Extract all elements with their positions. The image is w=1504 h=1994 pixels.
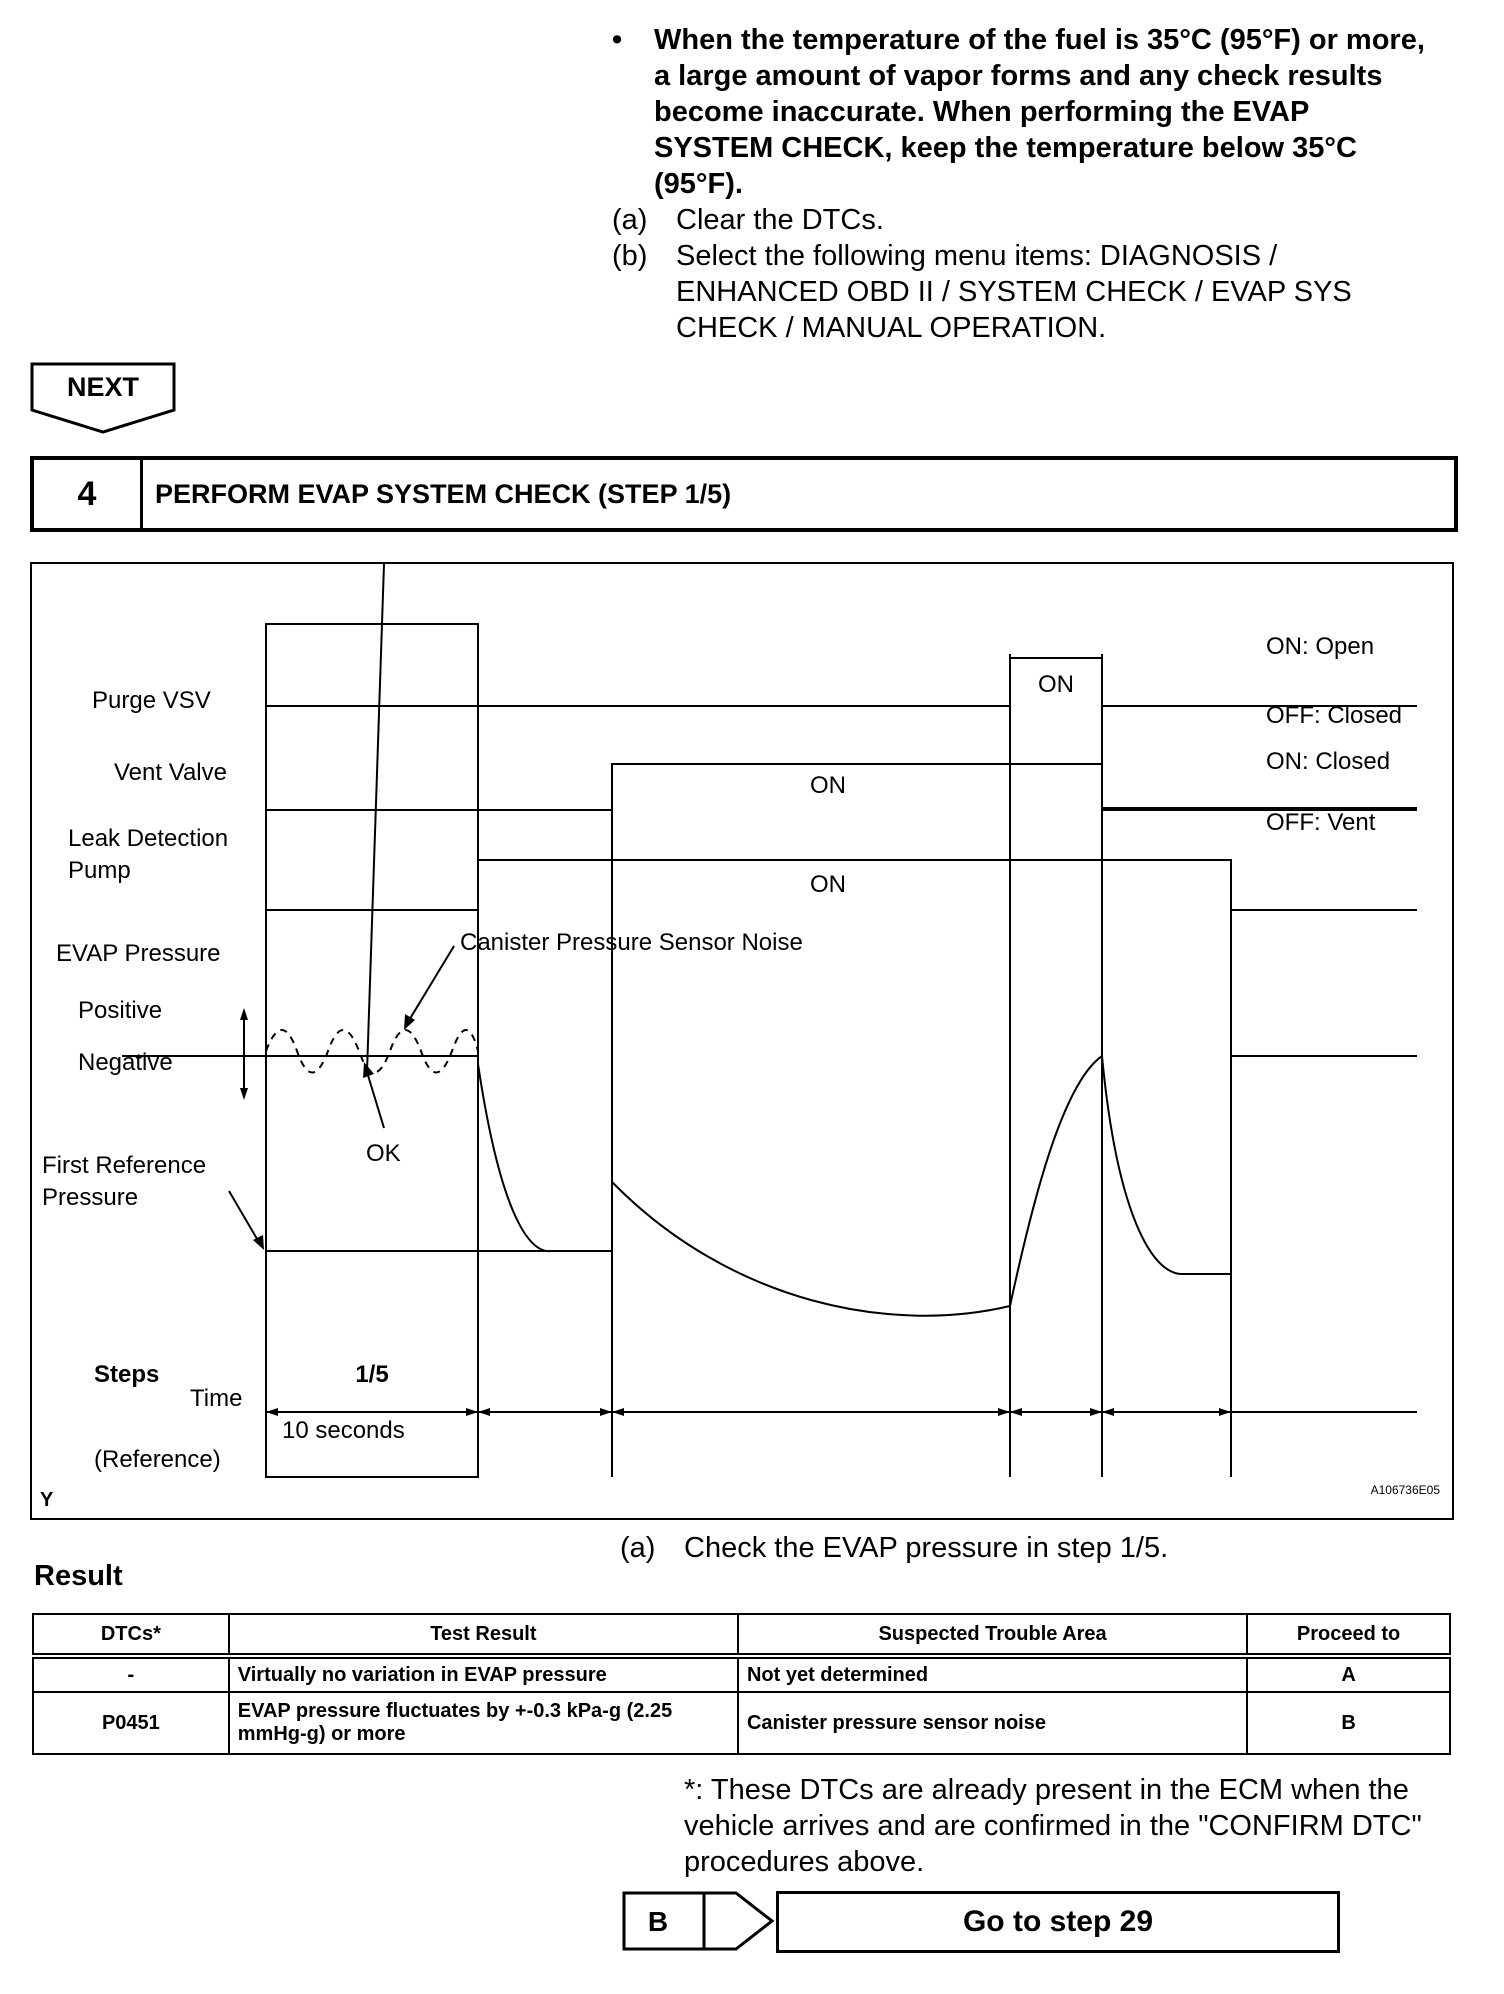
state-off-vent: OFF: Vent: [1266, 809, 1376, 836]
intro-step-text: Clear the DTCs.: [676, 204, 884, 236]
label-leak-pump: Pump: [68, 857, 131, 884]
next-pentagon-icon: [30, 362, 176, 434]
corner-label: Y: [40, 1489, 54, 1511]
intro-step-label: (b): [612, 240, 648, 272]
bullet-icon: •: [612, 24, 623, 56]
time-label: Time: [190, 1385, 243, 1412]
state-on-open: ON: Open: [1266, 633, 1375, 660]
cell-test: EVAP pressure fluctuates by +-0.3 kPa-g (2.25 mmHg-g) or more: [229, 1692, 738, 1754]
step-header: [30, 456, 1458, 532]
branch-label: B: [647, 1906, 669, 1937]
ok-leader: [367, 564, 384, 1072]
noise-wave: [266, 1030, 478, 1073]
cell-dtc: P0451: [33, 1692, 229, 1754]
vent-on-label: ON: [810, 772, 846, 799]
intro-step-text: Select the following menu items: DIAGNOSIS / ENHANCED OBD II / SYSTEM CHECK / EVAP SYS CHECK / MANUAL OPERATION.: [676, 240, 1352, 344]
label-negative: Negative: [78, 1049, 173, 1076]
pump-on-label: ON: [810, 871, 846, 898]
cell-test: Virtually no variation in EVAP pressure: [229, 1656, 738, 1692]
arrow-icon: [404, 1014, 415, 1030]
label-evap-pressure: EVAP Pressure: [56, 940, 221, 967]
duration-label: 10 seconds: [282, 1417, 405, 1444]
reference-label: (Reference): [94, 1446, 221, 1473]
header-dtcs: DTCs*: [33, 1614, 229, 1656]
label-first-ref: Pressure: [42, 1184, 139, 1211]
warning-bullet: [612, 22, 1432, 202]
pressure-curve: [612, 1182, 1010, 1316]
cell-proceed: A: [1247, 1656, 1450, 1692]
pressure-curve: [1102, 1056, 1231, 1274]
ok-leader: [367, 1072, 384, 1128]
purge-on-label: ON: [1038, 671, 1074, 698]
branch-b-indicator: [622, 1890, 774, 1957]
arrow-icon: [363, 1062, 374, 1078]
result-table: [32, 1613, 1451, 1755]
warning-text: When the temperature of the fuel is 35°C (95°F) or more, a large amount of vapor forms and any check results become inaccurate. When performing the EVAP SYSTEM CHECK, keep the temperature below 35°C (95°F).: [654, 24, 1425, 200]
pressure-curve: [1010, 1056, 1102, 1306]
pressure-curve: [478, 1056, 612, 1251]
header-proceed: Proceed to: [1247, 1614, 1450, 1656]
next-indicator: [30, 362, 176, 439]
header-trouble-area: Suspected Trouble Area: [738, 1614, 1247, 1656]
arrow-up-icon: [240, 1008, 248, 1020]
step-number: 4: [34, 460, 143, 528]
arrow-icon: [253, 1235, 264, 1250]
state-off-closed: OFF: Closed: [1266, 702, 1403, 729]
caption-text: Check the EVAP pressure in step 1/5.: [684, 1532, 1169, 1564]
noise-annotation: Canister Pressure Sensor Noise: [460, 929, 803, 956]
intro-step-label: (a): [612, 204, 648, 236]
label-purge-vsv: Purge VSV: [92, 687, 211, 714]
figure-id: A106736E05: [1370, 1483, 1440, 1497]
header-test-result: Test Result: [229, 1614, 738, 1656]
intro-step-a: [612, 202, 1432, 238]
first-ref-leader: [229, 1191, 260, 1244]
label-first-ref: First Reference: [42, 1152, 207, 1179]
steps-label: Steps: [94, 1361, 160, 1388]
caption-label: (a): [620, 1532, 656, 1564]
label-positive: Positive: [78, 997, 163, 1024]
cell-area: Canister pressure sensor noise: [738, 1692, 1247, 1754]
cell-area: Not yet determined: [738, 1656, 1247, 1692]
branch-arrow-icon: [622, 1890, 774, 1952]
purge-vsv-trace: [266, 658, 1417, 706]
table-header-row: [33, 1614, 1450, 1656]
state-on-closed: ON: Closed: [1266, 748, 1391, 775]
intro-block: [612, 22, 1432, 346]
ok-annotation: OK: [366, 1140, 401, 1167]
step-value: 1/5: [355, 1361, 389, 1388]
table-row: [33, 1692, 1450, 1754]
cell-proceed: B: [1247, 1692, 1450, 1754]
cell-dtc: -: [33, 1656, 229, 1692]
result-title: Result: [34, 1560, 123, 1592]
go-to-step-button[interactable]: Go to step 29: [776, 1891, 1340, 1953]
label-vent-valve: Vent Valve: [114, 759, 227, 786]
arrow-down-icon: [240, 1088, 248, 1100]
timing-diagram: [30, 562, 1454, 1520]
check-caption: [620, 1530, 1168, 1566]
label-leak-pump: Leak Detection: [68, 825, 229, 852]
next-label: NEXT: [66, 372, 140, 402]
intro-step-b: [612, 238, 1432, 346]
table-row: [33, 1656, 1450, 1692]
dtc-footnote: *: These DTCs are already present in the ECM when the vehicle arrives and are confirmed in the "CONFIRM DTC" procedures above.: [684, 1774, 1422, 1878]
noise-leader: [408, 946, 454, 1022]
timing-diagram-svg: [32, 564, 1452, 1518]
step-title: PERFORM EVAP SYSTEM CHECK (STEP 1/5): [155, 478, 732, 509]
